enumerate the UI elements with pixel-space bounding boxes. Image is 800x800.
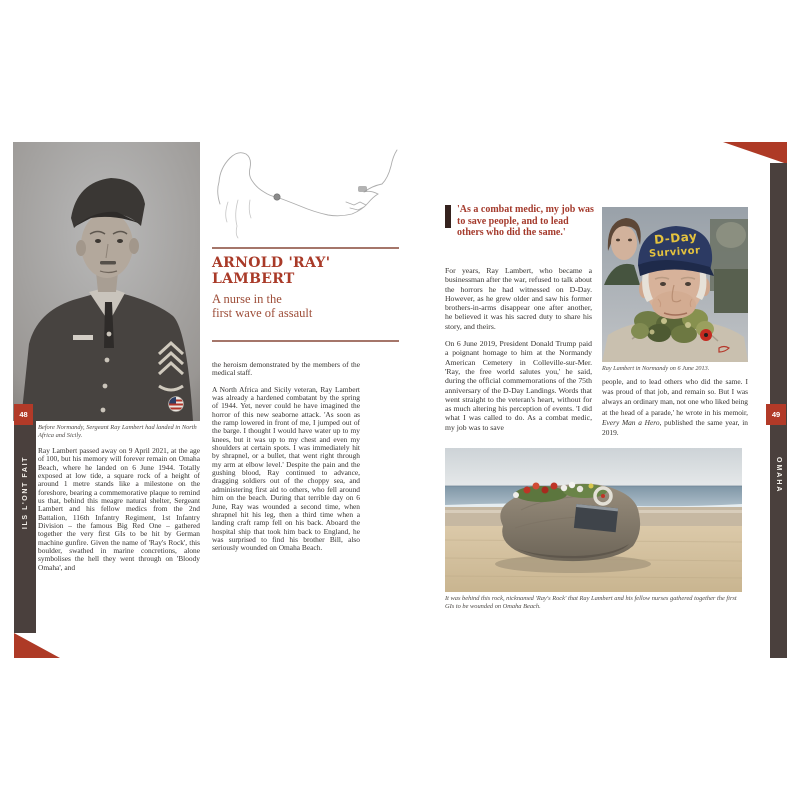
- col1-paragraph-1: For years, Ray Lambert, who became a businessman after the war, refused to talk about the horrors he had witnessed on D-Day. However, as he grew older and saw his former brothers-in-arms disappear one after another, he believed it was his sacred duty to share his story, and theirs.: [445, 266, 592, 331]
- memoir-title: Every Man a Hero: [602, 417, 660, 427]
- pull-quote-text: 'As a combat medic, my job was to save people, and to lead others who did the same.': [457, 204, 594, 239]
- article-title-line1: ARNOLD 'RAY': [212, 255, 331, 271]
- soldier-portrait-photo: [13, 142, 200, 421]
- middle-body-paragraph-2: A North Africa and Sicily veteran, Ray Lambert was already a hardened combatant by the spring of 1944. Yet, never could he have imagined the horror of this new seaborne attack. 'As soon as the ramp lowered in front of me, I jumped out of the barge. I thought I would have water up to my knees, but it was up to my chest and even my shoulders at certain spots. I was immediately hit by shrapnel, or a bullet, that went right through my arm at elbow level.' Despite the pain and the gushing blood, Ray continued to advance, dragging soldiers out of the choppy sea, and administering first aid to others, who fell around him on the beach. During that terrible day on 6 June, Ray was wounded a second time, when shrapnel hit his leg, then a third time when a landing craft ramp fell on his back. Aboard the hospital ship that took him back to England, he was surprised to find his brother Bill, also seriously wounded on Omaha Beach.: [212, 384, 360, 553]
- middle-body-paragraph-1: the heroism demonstrated by the members of the medical staff.: [212, 360, 360, 378]
- page-number: 49: [771, 410, 781, 419]
- page-number-tab-right: [766, 404, 786, 425]
- left-page-body: Ray Lambert passed away on 9 April 2021, at the age of 100, but his memory will forever remain on Omaha Beach, where he landed on 6 June 1944. Totally exposed at low tide, a square rock of a height of around 1 metre stands like a milestone on the foreshore, bearing a commemorative plaque to remind us that, behind this meagre natural shelter, Sergeant Lambert and his fellow medics from the 2nd Battalion, 116th Infantry Regiment, 1st Infantry Division – the famous Big Red One – gathered together the very first GIs to be hit by German machine gunfire. Given the name of 'Ray's Rock', this boulder, swathed in marine concretions, alone symbolises the hell they went through on 'Bloody Omaha', and: [38, 446, 200, 572]
- beach-photo-caption: It was behind this rock, nicknamed 'Ray's Rock' that Ray Lambert and his fellow nurses gathered together the first GIs to be wounded on Omaha Beach.: [445, 595, 737, 610]
- col2-text-before: people, and to lead others who did the same. I was proud of that job, and remain so. But I was always an ordinary man, not one who liked being at the head of a parade,' he wrote in his memoir,: [602, 377, 748, 417]
- article-title: [212, 256, 398, 287]
- ray-photo-caption: Ray Lambert in Normandy on 6 June 2013.: [602, 365, 710, 372]
- right-spine-label-wrap: [770, 430, 787, 520]
- left-bottom-corner-accent: [14, 633, 60, 658]
- divider-rule-top: [212, 247, 399, 249]
- col2-text-after: , published the same year, in 2019.: [602, 417, 748, 438]
- page-number-tab-left: [14, 404, 33, 425]
- divider-rule-bottom: [212, 340, 399, 342]
- omaha-beach-marker-dot: [274, 194, 280, 200]
- us-flag-badge: [168, 397, 184, 412]
- normandy-map: [210, 142, 400, 240]
- cap-text-line2: Survivor: [648, 245, 701, 260]
- right-page-column-2: [602, 377, 748, 438]
- page-number: 48: [19, 410, 28, 419]
- poppy-pin: [700, 329, 712, 341]
- cap-text-line1: D-Day: [653, 229, 698, 247]
- left-spine-label-wrap: [14, 428, 36, 558]
- quote-accent-bar: [445, 205, 451, 228]
- beach-spine-label: OMAHA: [775, 456, 782, 494]
- ray-lambert-photo: [602, 207, 748, 362]
- pull-quote: [445, 204, 597, 239]
- memorial-plaque: [574, 504, 618, 532]
- beach-rock-photo: [445, 448, 742, 592]
- col1-paragraph-2: On 6 June 2019, President Donald Trump paid a poignant homage to him at the Normandy American Cemetery in Colleville-sur-Mer. 'Ray, the free world salutes you,' he said, during the official commemorations of the 75th anniversary of the D-Day Landings. Words that went straight to the veteran's heart, without for as much altering his perception of events. 'I did what I was called to do. As a combat medic, my job was to save: [445, 339, 592, 432]
- right-page-column-1: [445, 266, 592, 440]
- soldier-photo-caption: Before Normandy, Sergeant Ray Lambert had landed in North Africa and Sicily.: [38, 424, 197, 439]
- article-title-line2: LAMBERT: [212, 270, 295, 287]
- middle-column-body: [212, 361, 360, 561]
- article-subtitle: [212, 292, 398, 320]
- right-top-corner-accent: [723, 142, 787, 164]
- article-subtitle-line2: first wave of assault: [212, 306, 313, 320]
- chapter-spine-label: ILS L'ONT FAIT: [21, 456, 29, 530]
- le-havre-area-shape: [358, 186, 367, 192]
- article-subtitle-line1: A nurse in the: [212, 292, 282, 306]
- col2-paragraph: [602, 377, 748, 438]
